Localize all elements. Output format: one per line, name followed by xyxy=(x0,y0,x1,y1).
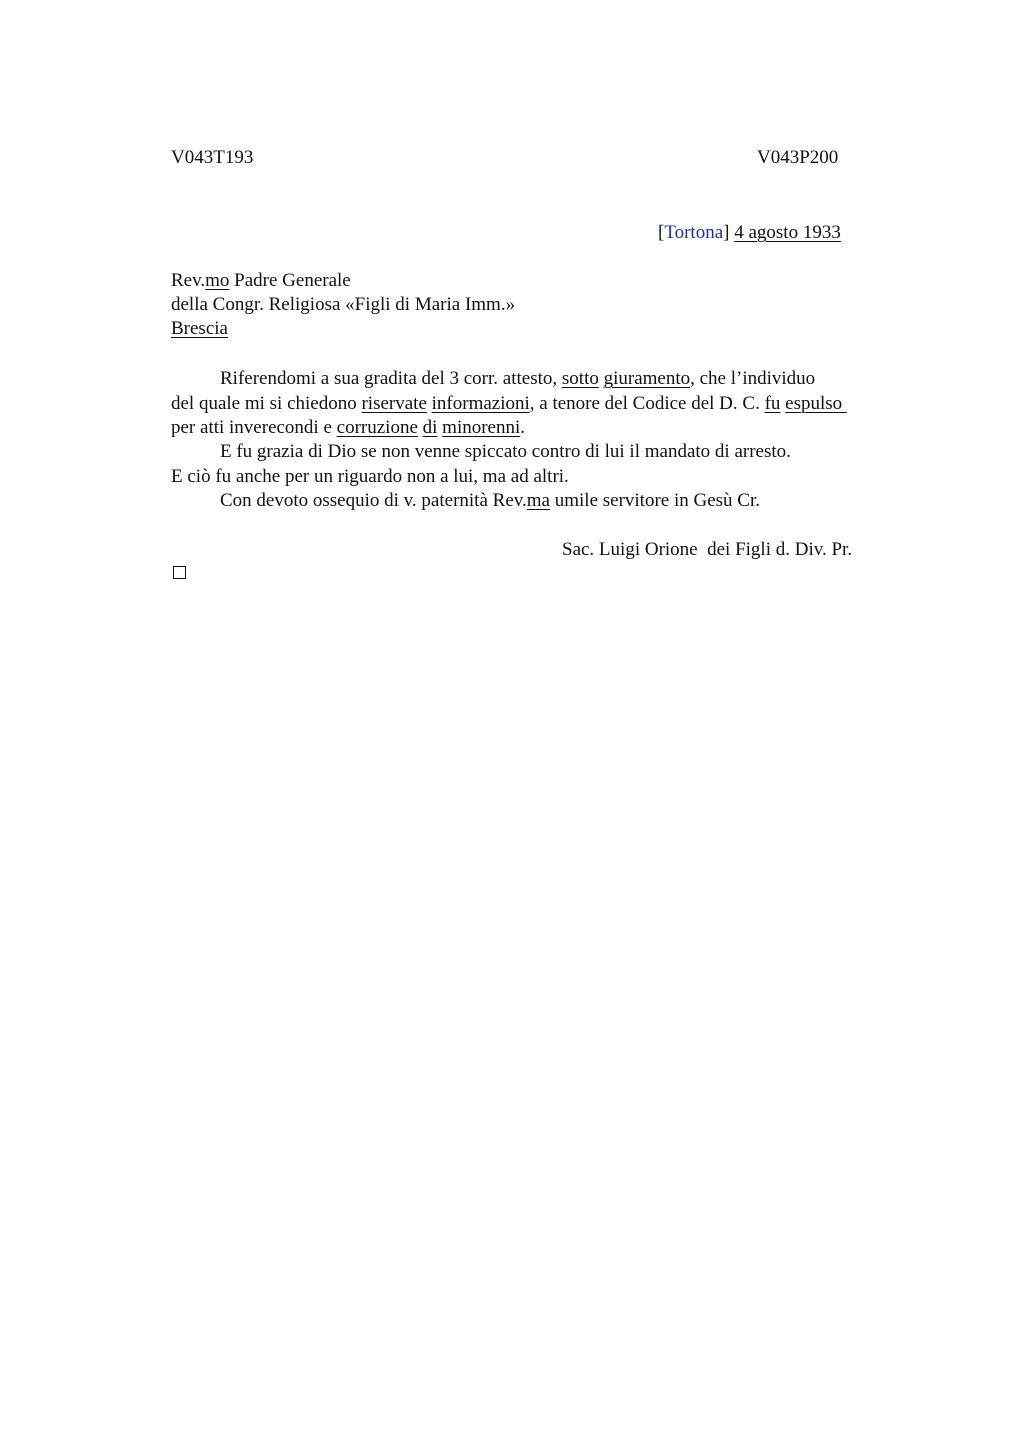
body-text: , che l’individuo xyxy=(690,368,816,389)
empty-square-icon xyxy=(173,566,186,579)
body-line-3 xyxy=(171,416,525,440)
body-text: , a tenore del Codice del D. C. xyxy=(529,393,765,414)
body-line-6 xyxy=(220,489,760,513)
address-line-1 xyxy=(171,269,351,293)
address-title-rest: Padre Generale xyxy=(229,270,351,291)
body-underlined: riservate xyxy=(361,393,427,414)
body-line-2 xyxy=(171,392,847,416)
body-underlined: minorenni xyxy=(442,417,521,438)
body-underlined: corruzione xyxy=(336,417,418,438)
body-line-5: E ciò fu anche per un riguardo non a lui, ma ad altri. xyxy=(171,466,569,487)
dateline-open-bracket: [ xyxy=(658,222,665,243)
dateline-date: 4 agosto 1933 xyxy=(734,222,841,243)
address-title-abbr: mo xyxy=(205,270,230,291)
address-city: Brescia xyxy=(171,318,228,339)
dateline xyxy=(658,221,841,245)
body-underlined: di xyxy=(422,417,438,438)
address-title-prefix: Rev. xyxy=(171,270,206,291)
address-line-2: della Congr. Religiosa «Figli di Maria Imm.» xyxy=(171,294,516,315)
body-text: . xyxy=(520,417,526,438)
body-text: Con devoto ossequio di v. paternità Rev. xyxy=(220,490,527,511)
body-underlined: informazioni xyxy=(431,393,530,414)
document-code-left: V043T193 xyxy=(171,147,254,168)
body-line-1 xyxy=(220,367,815,391)
body-text: per atti inverecondi e xyxy=(171,417,337,438)
dateline-place: Tortona xyxy=(664,222,724,243)
body-underlined: fu xyxy=(764,393,781,414)
address-line-3 xyxy=(171,317,228,341)
signature: Sac. Luigi Orione dei Figli d. Div. Pr. xyxy=(562,539,853,560)
body-line-4: E fu grazia di Dio se non venne spiccato contro di lui il mandato di arresto. xyxy=(220,441,791,462)
body-text: umile servitore in Gesù Cr. xyxy=(549,490,761,511)
body-underlined: sotto xyxy=(561,368,599,389)
document-code-right: V043P200 xyxy=(757,147,839,168)
dateline-close-bracket: ] xyxy=(723,222,730,243)
body-underlined: espulso xyxy=(785,393,847,414)
body-underlined: giuramento xyxy=(603,368,691,389)
body-text: del quale mi si chiedono xyxy=(171,393,362,414)
body-underlined: ma xyxy=(526,490,550,511)
body-text: Riferendomi a sua gradita del 3 corr. attesto, xyxy=(220,368,562,389)
